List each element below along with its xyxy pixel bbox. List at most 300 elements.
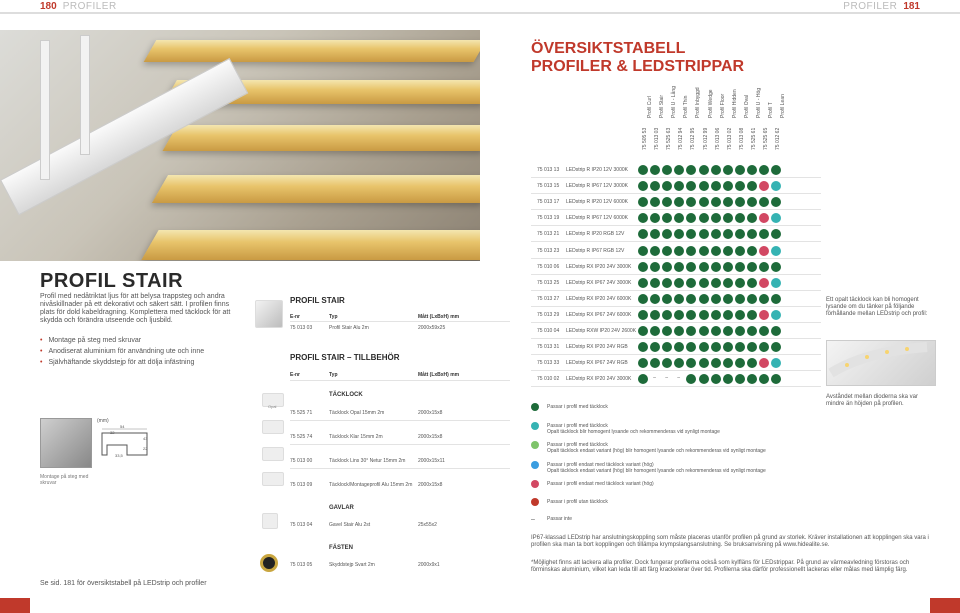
compatibility-dot <box>638 165 648 175</box>
ledstrip-photo <box>826 340 936 386</box>
compatibility-dot <box>735 229 745 239</box>
compatibility-dot <box>735 326 745 336</box>
compatibility-dot <box>699 262 709 272</box>
row-strip-nr: 75 013 17 <box>537 199 560 206</box>
compatibility-dot <box>674 229 684 239</box>
row-strip-nr: 75 013 21 <box>537 231 560 238</box>
compatibility-dot <box>735 278 745 288</box>
compatibility-dot <box>771 213 781 223</box>
compatibility-dot <box>735 310 745 320</box>
compatibility-dot <box>723 374 733 384</box>
row-strip-name: LEDstrip R IP20 RGB 12V <box>566 231 625 238</box>
compatibility-dot <box>662 278 672 288</box>
compatibility-dot <box>711 278 721 288</box>
compatibility-dot <box>662 294 672 304</box>
column-profile-nr: 75 013 03 <box>654 127 661 150</box>
compatibility-dot <box>674 294 684 304</box>
row-strip-name: LEDstrip R IP67 12V 3000K <box>566 183 628 190</box>
compatibility-dot <box>711 197 721 207</box>
column-profile-nr: 75 525 63 <box>666 127 673 150</box>
compatibility-dot <box>711 229 721 239</box>
compatibility-dot <box>674 181 684 191</box>
compatibility-dot <box>771 229 781 239</box>
table-cell: 2000x15x8 <box>418 482 443 488</box>
table-cell: Gavel Stair Alu 2st <box>329 522 371 528</box>
compatibility-dot <box>699 310 709 320</box>
column-profile-name: Profil U - Lång <box>671 86 678 118</box>
compatibility-dot <box>686 165 696 175</box>
cover-thumbnail <box>262 472 284 486</box>
row-strip-nr: 75 010 06 <box>537 263 560 270</box>
compatibility-dot <box>771 181 781 191</box>
table-cell: 75 013 04 <box>290 522 313 528</box>
row-strip-nr: 75 013 31 <box>537 344 560 351</box>
legend-text: Passar inte <box>547 516 573 522</box>
compatibility-dot <box>723 326 733 336</box>
compatibility-dot <box>686 197 696 207</box>
compatibility-dot <box>723 165 733 175</box>
compatibility-dot <box>674 165 684 175</box>
compatibility-dot <box>759 213 769 223</box>
feature-item: • Självhäftande skyddstejp för att dölja infästning <box>40 357 250 368</box>
drawing-unit: (mm) <box>97 418 109 424</box>
dim-bottom: 33,5 <box>115 453 123 458</box>
compatibility-dot <box>662 262 672 272</box>
table-cell: 75 013 09 <box>290 482 313 488</box>
legend-dash-mark: – <box>531 516 535 523</box>
compatibility-dot <box>759 326 769 336</box>
legend-dot <box>531 422 539 430</box>
footnote-lack: *Möjlighet finns att lackera alla profiler. Dock fungerar profilerna också som kylfläns för LEDstrippar. På grund av värmeavledning förstoras och förminskas aluminium, vilket kan leda till att färg krackelerar över tid. Profilerna ska därför professionellt lackeras eller målas med lämplig färg. <box>531 560 910 573</box>
cover-thumbnail <box>262 420 284 434</box>
compatibility-dot <box>735 246 745 256</box>
right-red-tab <box>930 598 960 613</box>
compatibility-dot <box>747 342 757 352</box>
row-strip-name: LEDstrip RX IP67 24V 3000K <box>566 279 632 286</box>
compatibility-dot <box>747 294 757 304</box>
table-cell: 2000x15x8 <box>418 434 443 440</box>
compatibility-dot <box>699 342 709 352</box>
page-number-right: 181 <box>903 0 920 12</box>
compatibility-dot <box>747 262 757 272</box>
compatibility-dot <box>662 342 672 352</box>
end-cap-thumbnail <box>262 513 278 529</box>
compatibility-dot <box>650 213 660 223</box>
compatibility-dot <box>650 181 660 191</box>
compatibility-dot <box>771 165 781 175</box>
compatibility-dot <box>759 197 769 207</box>
column-profile-nr: 75 505 53 <box>642 127 648 150</box>
table-cell: 2000x15x11 <box>418 458 445 464</box>
legend-text: Passar i profil med täcklock Opalt täcklock endast variant (hög) blir homogent lysande och rekommenderas vid synligt montage <box>547 442 766 454</box>
legend-dot <box>531 461 539 469</box>
compatibility-dot <box>662 326 672 336</box>
compatibility-dot <box>759 294 769 304</box>
column-profile-name: Profil Curl <box>647 96 653 118</box>
column-profile-nr: 75 525 65 <box>763 127 769 150</box>
legend-text: Passar i profil endast med täcklock variant (hög) Opalt täcklock endast variant (hög) blir homogent lysande och rekommenderas vid synligt montage <box>547 462 766 474</box>
column-profile-nr: 75 013 06 <box>714 127 721 150</box>
row-strip-name: LEDstrip RX IP20 24V 3000K <box>566 263 632 270</box>
compatibility-dot <box>747 374 757 384</box>
compatibility-dot <box>723 294 733 304</box>
compatibility-dot <box>735 358 745 368</box>
compatibility-dot <box>747 326 757 336</box>
table-cell: 75 525 71 <box>290 410 313 416</box>
stair-photo <box>0 30 480 261</box>
compatibility-dot <box>638 213 648 223</box>
row-strip-name: LEDstrip RX IP67 24V 6000K <box>566 311 632 318</box>
compatibility-dot <box>735 262 745 272</box>
compatibility-dot <box>735 294 745 304</box>
compatibility-dot <box>711 374 721 384</box>
cover-tag: Opal <box>268 404 277 409</box>
compatibility-dot <box>747 197 757 207</box>
compatibility-dot <box>650 358 660 368</box>
feature-item: • Anodiserat aluminium för användning ute och inne <box>40 346 250 357</box>
compatibility-dot <box>638 342 648 352</box>
compatibility-dot <box>747 213 757 223</box>
row-strip-nr: 75 013 15 <box>537 183 560 190</box>
compatibility-dot <box>686 310 696 320</box>
compatibility-dot <box>771 246 781 256</box>
section-title-profile: PROFIL STAIR <box>290 296 345 305</box>
column-profile-nr: 75 012 94 <box>678 127 685 150</box>
row-strip-nr: 75 013 13 <box>537 167 560 173</box>
compatibility-dot <box>735 213 745 223</box>
compatibility-dot <box>662 165 672 175</box>
subsection-fasten: FÄSTEN <box>329 545 353 551</box>
compatibility-dot <box>747 310 757 320</box>
compatibility-dot <box>759 358 769 368</box>
legend-dot <box>531 498 539 506</box>
compatibility-dot <box>662 181 672 191</box>
row-strip-nr: 75 013 25 <box>537 279 560 286</box>
column-profile-name: Profil Lean <box>780 94 787 118</box>
dim-depth: 22 <box>143 446 148 451</box>
compatibility-dot <box>747 246 757 256</box>
legend-dot <box>531 441 539 449</box>
compatibility-dot <box>771 358 781 368</box>
side-note-opal: Ett opalt täcklock kan bli homogent lysande om du tänker på följande förhållande mellan LEDstrip och profil: <box>826 297 928 317</box>
overview-title-line1: ÖVERSIKTSTABELL <box>531 40 686 57</box>
left-red-tab <box>0 598 30 613</box>
dim-inner: 32 <box>110 430 115 435</box>
table-cell: Täcklock Lins 30° Netur 15mm 2m <box>329 458 406 464</box>
compatibility-dot <box>638 197 648 207</box>
table-cell: 75 525 74 <box>290 434 313 440</box>
page-header-right <box>843 0 920 12</box>
profile-cross-section-drawing <box>97 425 157 465</box>
compatibility-dot <box>723 246 733 256</box>
compatibility-dot <box>674 358 684 368</box>
row-strip-nr: 75 013 23 <box>537 247 560 254</box>
table-cell: 75 013 00 <box>290 458 313 464</box>
compatibility-dot <box>686 246 696 256</box>
compatibility-dot <box>747 181 757 191</box>
compatibility-dot <box>650 310 660 320</box>
profile-thumbnail <box>255 300 283 328</box>
compatibility-dot <box>638 278 648 288</box>
compatibility-dot <box>735 165 745 175</box>
compatibility-dot <box>723 213 733 223</box>
table-cell: Täcklock Klar 15mm 2m <box>329 434 383 440</box>
overview-title-line2: PROFILER & LEDSTRIPPAR <box>531 58 745 75</box>
compatibility-dot <box>711 342 721 352</box>
column-profile-name: Profil Floor <box>719 93 726 118</box>
compatibility-dot <box>650 165 660 175</box>
matrix-dash: – <box>665 375 668 382</box>
row-strip-name: LEDstrip RXW IP20 24V 2600K <box>566 328 637 334</box>
section-title-accessories: PROFIL STAIR – TILLBEHÖR <box>290 353 400 362</box>
compatibility-dot <box>674 262 684 272</box>
compatibility-dot <box>723 358 733 368</box>
compatibility-dot <box>638 262 648 272</box>
compatibility-dot <box>711 310 721 320</box>
compatibility-dot <box>699 165 709 175</box>
row-strip-nr: 75 013 19 <box>537 215 560 222</box>
left-footnote: Se sid. 181 för översiktstabell på LEDstrip och profiler <box>40 580 207 587</box>
legend-text: Passar i profil endast med täcklock variant (hög) <box>547 481 654 487</box>
compatibility-dot <box>686 342 696 352</box>
compatibility-dot <box>662 213 672 223</box>
footnote-ip67: IP67-klassad LEDstrip har anslutningskoppling som måste placeras utanför profilen på grund av storlek. Kräver installationen att kopplingen ska vara i profilen ska man ta bort kopplingen och tillämpa krympslangsanslutning. Se bruksanvisning på www.hidealite.se. <box>531 535 929 548</box>
header-rule <box>0 12 960 14</box>
row-strip-name: LEDstrip R IP20 12V 3000K <box>566 167 628 173</box>
compatibility-dot <box>771 374 781 384</box>
tape-roll-thumbnail <box>260 554 278 572</box>
compatibility-dot <box>747 165 757 175</box>
compatibility-dot <box>686 374 696 384</box>
compatibility-dot <box>711 165 721 175</box>
compatibility-dot <box>711 262 721 272</box>
column-profile-name: Profil Inbyggd <box>695 87 702 118</box>
row-strip-nr: 75 013 29 <box>537 311 560 318</box>
row-strip-name: LEDstrip RX IP67 24V RGB <box>566 360 628 367</box>
legend-text: Passar i profil med täcklock Opalt täcklock blir homogent lysande och rekommenderas vid synligt montage <box>547 423 720 435</box>
compatibility-dot <box>759 229 769 239</box>
row-strip-name: LEDstrip R IP20 12V 6000K <box>566 199 628 206</box>
col-header-enr: E-nr <box>290 314 300 320</box>
compatibility-dot <box>771 197 781 207</box>
compatibility-dot <box>638 374 648 384</box>
matrix-dash: – <box>653 375 656 382</box>
cover-thumbnail <box>262 447 284 461</box>
compatibility-dot <box>699 374 709 384</box>
table-cell: Skyddstejp Svart 2m <box>329 562 375 568</box>
compatibility-dot <box>650 294 660 304</box>
row-strip-name: LEDstrip R IP67 RGB 12V <box>566 247 625 254</box>
compatibility-dot <box>723 181 733 191</box>
col-header-enr: E-nr <box>290 372 300 378</box>
compatibility-dot <box>771 310 781 320</box>
compatibility-dot <box>674 310 684 320</box>
compatibility-dot <box>759 262 769 272</box>
compatibility-dot <box>638 294 648 304</box>
legend-dot <box>531 403 539 411</box>
compatibility-dot <box>723 229 733 239</box>
column-profile-nr: 75 012 62 <box>775 127 782 150</box>
column-profile-name: Profil Oval <box>743 94 750 118</box>
table-cell: Profil Stair Alu 2m <box>329 325 369 331</box>
compatibility-dot <box>747 278 757 288</box>
compatibility-dot <box>686 278 696 288</box>
row-strip-nr: 75 013 27 <box>537 295 560 302</box>
compatibility-dot <box>723 278 733 288</box>
compatibility-dot <box>674 278 684 288</box>
compatibility-dot <box>686 294 696 304</box>
compatibility-dot <box>771 262 781 272</box>
column-profile-name: Profil Thin <box>683 95 690 118</box>
row-strip-name: LEDstrip R IP67 12V 6000K <box>566 215 628 222</box>
compatibility-dot <box>735 374 745 384</box>
compatibility-dot <box>723 262 733 272</box>
compatibility-dot <box>711 213 721 223</box>
column-profile-nr: 75 013 08 <box>738 127 745 150</box>
column-profile-name: Profil Wedge <box>707 89 714 118</box>
compatibility-dot <box>638 181 648 191</box>
feature-list <box>40 335 250 368</box>
compatibility-dot <box>771 294 781 304</box>
compatibility-dot <box>699 358 709 368</box>
compatibility-dot <box>699 213 709 223</box>
compatibility-dot <box>638 326 648 336</box>
compatibility-dot <box>759 278 769 288</box>
compatibility-dot <box>662 246 672 256</box>
compatibility-dot <box>650 326 660 336</box>
page-number-left: 180 <box>40 0 57 12</box>
column-profile-name: Profil U - Hög <box>755 87 762 118</box>
compatibility-dot <box>711 358 721 368</box>
legend-text: Passar i profil utan täcklock <box>547 499 608 505</box>
table-cell: 25x55x2 <box>418 522 437 528</box>
column-profile-nr: 75 013 02 <box>726 127 733 150</box>
compatibility-dot <box>674 246 684 256</box>
compatibility-dot <box>735 342 745 352</box>
compatibility-dot <box>747 229 757 239</box>
column-profile-name: Profil T <box>768 102 774 118</box>
compatibility-dot <box>735 181 745 191</box>
table-cell: 75 013 05 <box>290 562 313 568</box>
column-profile-nr: 75 525 61 <box>750 127 757 150</box>
compatibility-dot <box>699 246 709 256</box>
compatibility-dot <box>711 326 721 336</box>
compatibility-dot <box>662 197 672 207</box>
compatibility-dot <box>711 294 721 304</box>
compatibility-dot <box>699 181 709 191</box>
product-description: Profil med nedåtriktat ljus för att belysa trappsteg och andra nivåskillnader på ett dekorativt och säkert sätt. I profilen finns plats för dold kabeldragning. Komplettera med täcklock för att skydda och förändra utseende och ljusbild. <box>40 293 231 324</box>
compatibility-dot <box>735 197 745 207</box>
compatibility-dot <box>699 229 709 239</box>
overview-title <box>531 40 744 76</box>
legend-text: Passar i profil med täcklock <box>547 404 608 410</box>
table-cell: 2000x59x25 <box>418 325 446 331</box>
row-strip-nr: 75 010 02 <box>537 376 560 383</box>
compatibility-dot <box>686 326 696 336</box>
row-strip-name: LEDstrip RX IP20 24V RGB <box>566 344 628 351</box>
compatibility-dot <box>650 246 660 256</box>
compatibility-dot <box>686 229 696 239</box>
column-profile-name: Profil Stair <box>659 94 666 118</box>
matrix-dash: – <box>677 375 681 382</box>
compatibility-dot <box>686 181 696 191</box>
compatibility-dot <box>674 197 684 207</box>
compatibility-dot <box>650 278 660 288</box>
compatibility-dot <box>638 246 648 256</box>
compatibility-dot <box>759 181 769 191</box>
row-strip-name: LEDstrip RX IP20 24V 3000K <box>566 376 632 383</box>
column-profile-nr: 75 012 99 <box>702 127 709 150</box>
row-strip-nr: 75 010 04 <box>537 328 560 334</box>
page-header-left <box>40 0 117 12</box>
compatibility-dot <box>759 342 769 352</box>
compatibility-dot <box>686 213 696 223</box>
compatibility-dot <box>699 197 709 207</box>
compatibility-dot <box>699 294 709 304</box>
compatibility-dot <box>650 342 660 352</box>
table-cell: 2000x15x8 <box>418 410 443 416</box>
subsection-tacklock: TÄCKLOCK <box>329 392 363 398</box>
compatibility-dot <box>662 310 672 320</box>
side-note-distance: Avståndet mellan dioderna ska var mindre än höjden på profilen. <box>826 394 918 407</box>
table-cell: Täcklock Opal 15mm 2m <box>329 410 385 416</box>
subsection-gavlar: GAVLAR <box>329 505 354 511</box>
compatibility-dot <box>771 342 781 352</box>
section-label-left: PROFILER <box>62 0 117 12</box>
compatibility-dot <box>771 278 781 288</box>
col-header-typ: Typ <box>329 314 338 320</box>
compatibility-dot <box>723 310 733 320</box>
product-title: PROFIL STAIR <box>40 270 184 292</box>
compatibility-dot <box>638 358 648 368</box>
compatibility-dot <box>699 326 709 336</box>
compatibility-dot <box>650 262 660 272</box>
row-strip-nr: 75 013 33 <box>537 360 560 367</box>
compatibility-dot <box>674 213 684 223</box>
compatibility-dot <box>650 229 660 239</box>
legend-dot <box>531 480 539 488</box>
compatibility-dot <box>662 358 672 368</box>
compatibility-dot <box>674 342 684 352</box>
table-cell: Täcklock/Montageprofil Alu 15mm 2m <box>329 482 413 488</box>
compatibility-dot <box>771 326 781 336</box>
compatibility-dot <box>686 358 696 368</box>
dim-height: 43 <box>143 436 148 441</box>
compatibility-dot <box>638 310 648 320</box>
feature-item: • Montage på steg med skruvar <box>40 335 250 346</box>
compatibility-dot <box>650 197 660 207</box>
compatibility-dot <box>723 197 733 207</box>
compatibility-dot <box>711 246 721 256</box>
col-header-matt: Mått (LxBxH) mm <box>418 314 460 320</box>
compatibility-dot <box>759 246 769 256</box>
compatibility-dot <box>699 278 709 288</box>
mounting-photo <box>40 418 92 468</box>
table-cell: 75 013 03 <box>290 325 313 331</box>
column-profile-nr: 75 012 95 <box>690 127 697 150</box>
compatibility-dot <box>662 229 672 239</box>
compatibility-dot <box>723 342 733 352</box>
compatibility-dot <box>686 262 696 272</box>
compatibility-dot <box>674 326 684 336</box>
column-profile-name: Profil Hidden <box>731 89 738 118</box>
compatibility-dot <box>638 229 648 239</box>
col-header-typ: Typ <box>329 372 338 378</box>
compatibility-dot <box>759 165 769 175</box>
mounting-caption: Montage på steg med skruvar <box>40 474 89 486</box>
compatibility-dot <box>747 358 757 368</box>
compatibility-dot <box>711 181 721 191</box>
